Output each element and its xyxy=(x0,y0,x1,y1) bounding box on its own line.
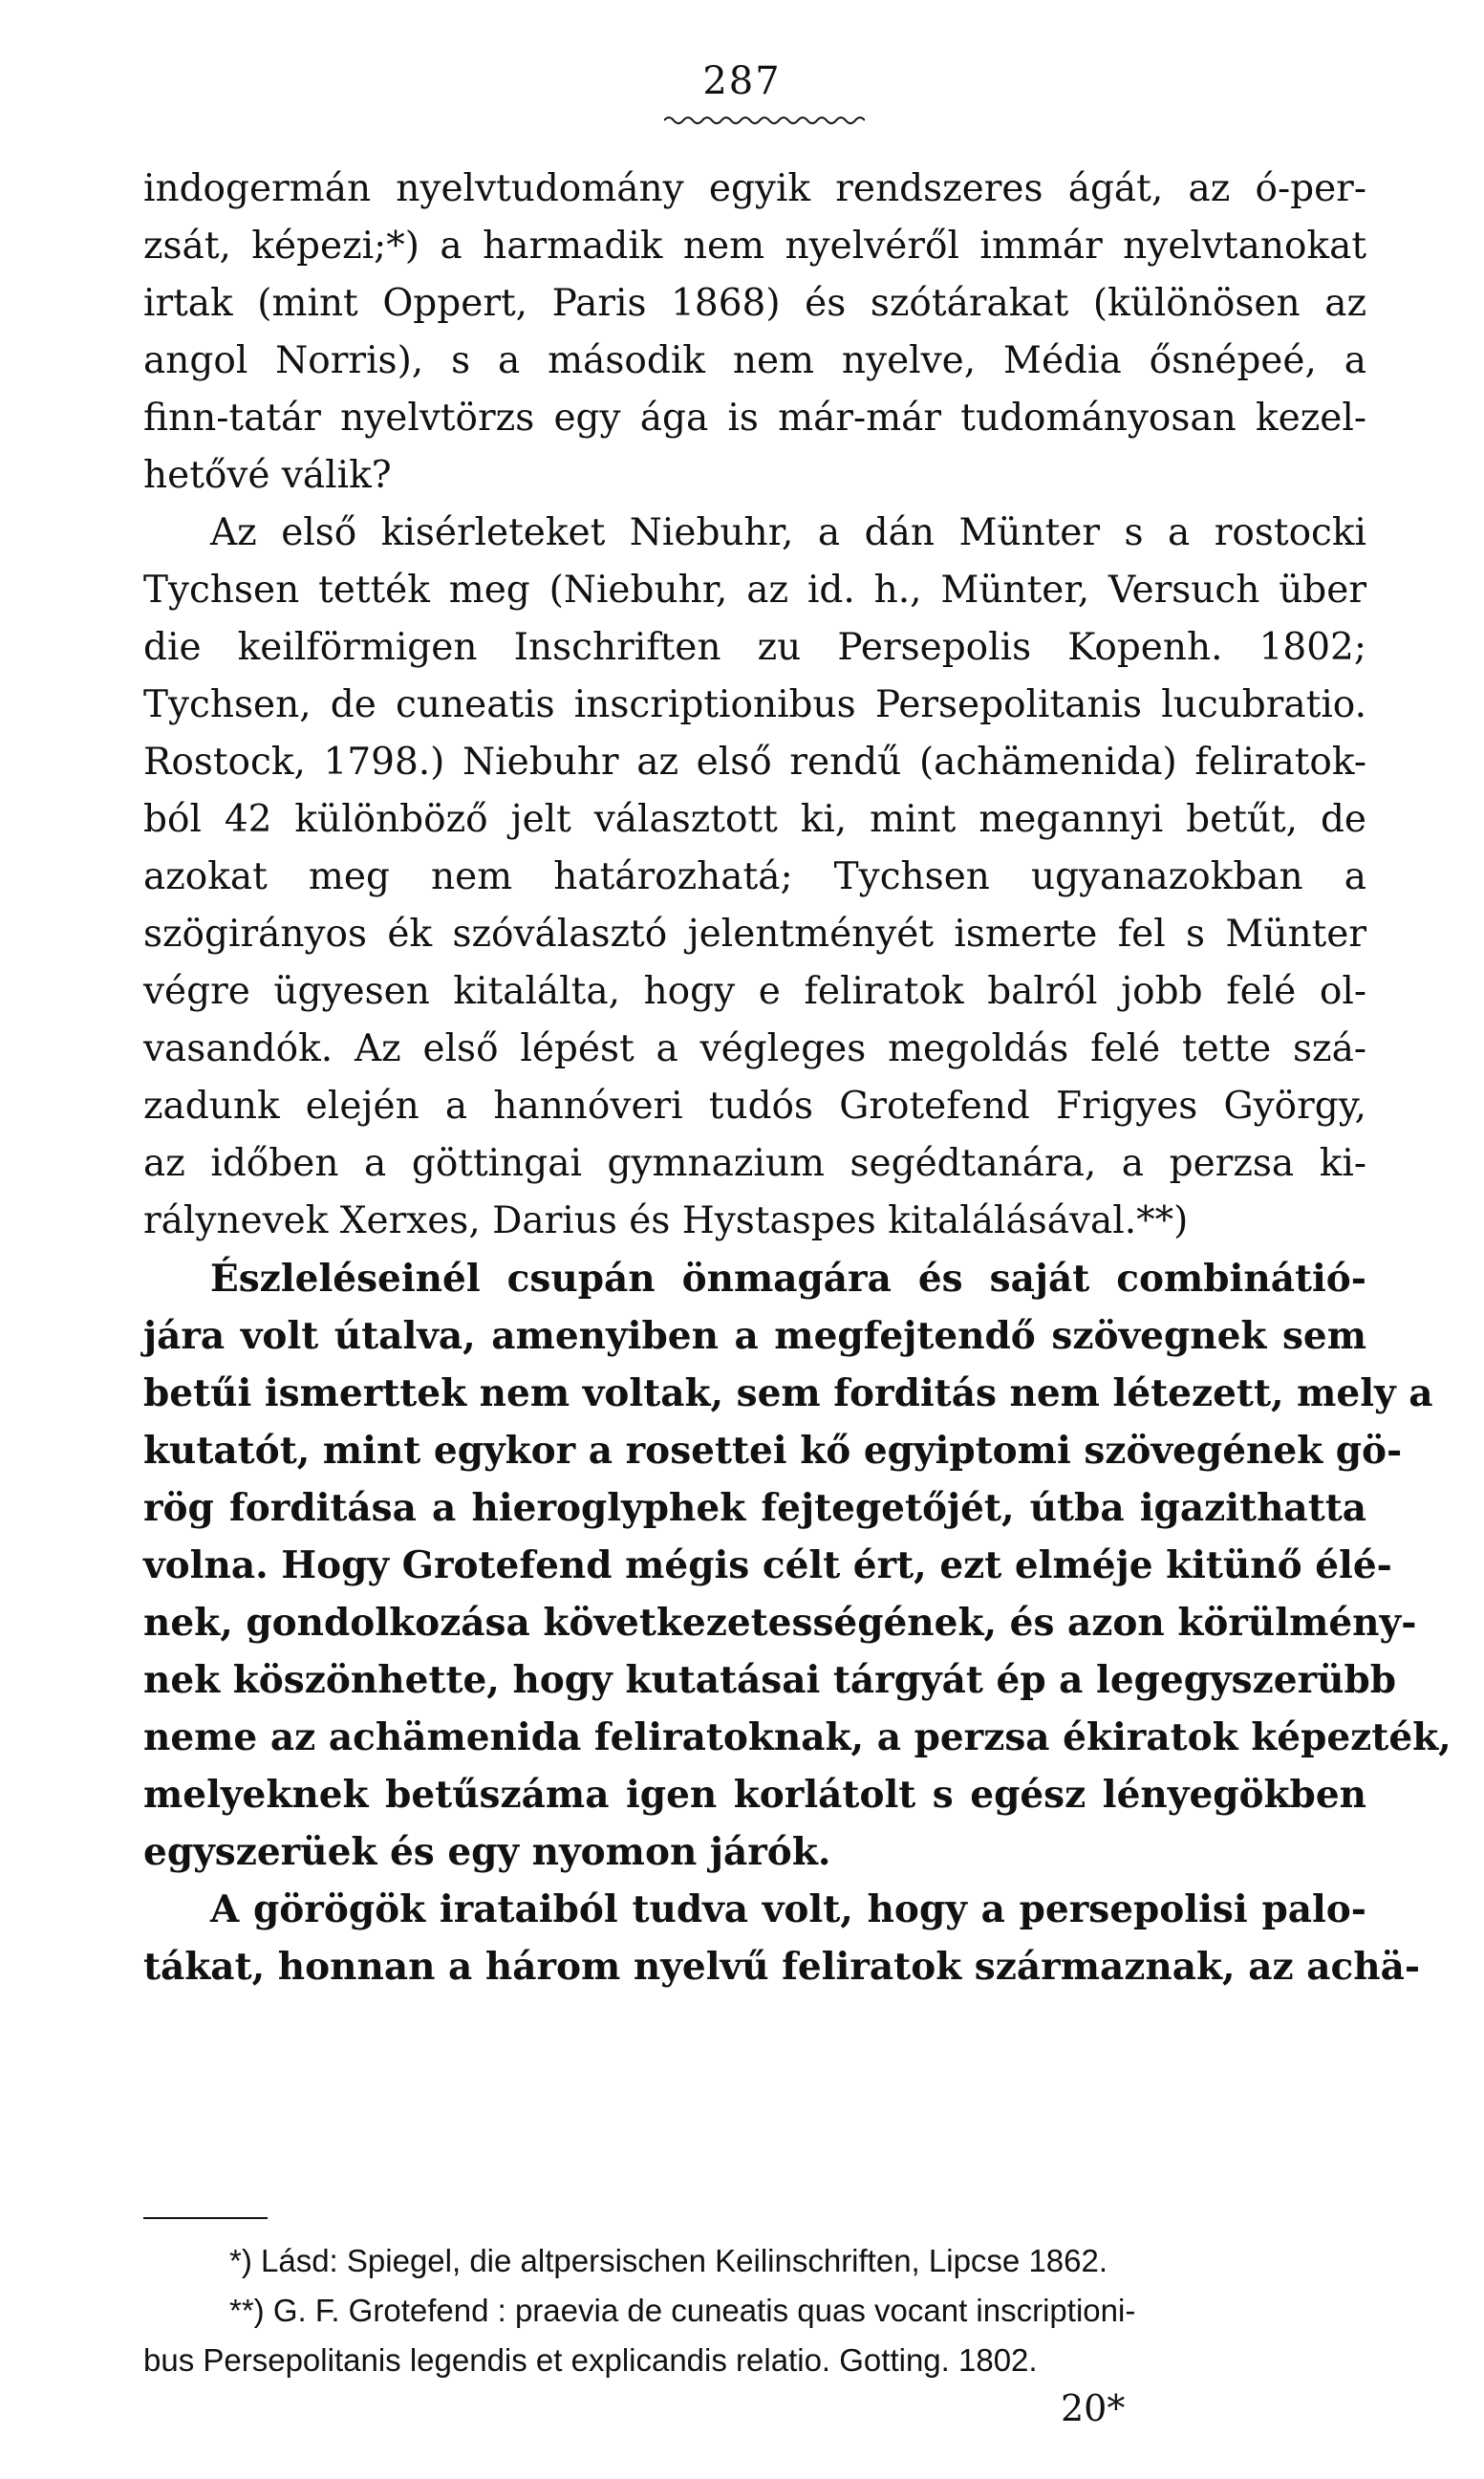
text-line: zadunk elején a hannóveri tudós Grotefend Frigyes György, xyxy=(143,1085,1366,1128)
footnote-line: bus Persepolitanis legendis et explicandis relatio. Gotting. 1802. xyxy=(143,2342,1038,2378)
text-line: kutatót, mint egykor a rosettei kő egyiptomi szövegének gö- xyxy=(143,1429,1403,1473)
text-line: egyszerüek és egy nyomon járók. xyxy=(143,1830,831,1874)
text-line: az időben a göttingai gymnazium segédtanára, a perzsa ki- xyxy=(143,1142,1366,1185)
footnote-separator xyxy=(143,2217,268,2219)
text-line: nek köszönhette, hogy kutatásai tárgyát ép a legegyszerübb xyxy=(143,1658,1397,1702)
text-line: vasandók. Az első lépést a végleges megoldás felé tette szá- xyxy=(143,1027,1366,1070)
text-line: Az első kisérleteket Niebuhr, a dán Münter s a rostocki xyxy=(210,511,1366,554)
text-line: Rostock, 1798.) Niebuhr az első rendű (achämenida) feliratok- xyxy=(143,741,1366,784)
text-line: Tychsen, de cuneatis inscriptionibus Persepolitanis lucubratio. xyxy=(143,683,1366,726)
text-line: zsát, képezi;*) a harmadik nem nyelvéről immár nyelvtanokat xyxy=(143,225,1366,268)
text-line: die keilförmigen Inschriften zu Persepolis Kopenh. 1802; xyxy=(143,626,1366,669)
text-line: betűi ismerttek nem voltak, sem forditás nem létezett, mely a xyxy=(143,1371,1433,1415)
text-line: melyeknek betűszáma igen korlátolt s egész lényegökben xyxy=(143,1773,1366,1817)
footnote-line: **) G. F. Grotefend : praevia de cuneatis quas vocant inscriptioni- xyxy=(229,2293,1136,2328)
body-text xyxy=(143,161,1452,1995)
text-line: tákat, honnan a három nyelvű feliratok származnak, az achä- xyxy=(143,1945,1421,1989)
text-line: neme az achämenida feliratoknak, a perzsa ékiratok képezték, xyxy=(143,1715,1452,1759)
text-line: hetővé válik? xyxy=(143,454,392,497)
text-line: A görögök irataiból tudva volt, hogy a persepolisi palo- xyxy=(210,1887,1366,1931)
text-line: irtak (mint Oppert, Paris 1868) és szótárakat (különösen az xyxy=(143,282,1366,325)
text-line: rög forditása a hieroglyphek fejtegetőjét, útba igazithatta xyxy=(143,1486,1366,1530)
text-line: azokat meg nem határozhatá; Tychsen ugyanazokban a xyxy=(143,855,1366,898)
paragraph xyxy=(143,161,1366,505)
text-line: végre ügyesen kitalálta, hogy e feliratok balról jobb felé ol- xyxy=(143,970,1366,1013)
text-line: jára volt útalva, amenyiben a megfejtendő szövegnek sem xyxy=(143,1314,1366,1358)
paragraph xyxy=(143,1250,1452,1881)
text-line: nek, gondolkozása következetességének, és azon körülmény- xyxy=(143,1601,1417,1645)
text-line: volna. Hogy Grotefend mégis célt ért, ezt elméje kitünő élé- xyxy=(143,1543,1392,1587)
text-line: angol Norris), s a második nem nyelve, Média ősnépeé, a xyxy=(143,339,1366,382)
text-line: Tychsen tették meg (Niebuhr, az id. h., Münter, Versuch über xyxy=(143,569,1366,612)
paragraph xyxy=(143,505,1366,1250)
printer-signature: 20* xyxy=(1061,2387,1126,2429)
page-number: 287 xyxy=(702,59,782,103)
text-line: szögirányos ék szóválasztó jelentményét ismerte fel s Münter xyxy=(143,913,1366,956)
text-line: Észleléseinél csupán önmagára és saját combinátió- xyxy=(210,1257,1366,1301)
paragraph xyxy=(143,1881,1421,1995)
text-line: rálynevek Xerxes, Darius és Hystaspes kitalálásával.**) xyxy=(143,1199,1189,1242)
text-line: finn-tatár nyelvtörzs egy ága is már-már tudományosan kezel- xyxy=(143,397,1366,440)
footnotes xyxy=(143,2236,1366,2385)
text-line: indogermán nyelvtudomány egyik rendszeres ágát, az ó-per- xyxy=(143,167,1366,210)
footnote-line: *) Lásd: Spiegel, die altpersischen Keilinschriften, Lipcse 1862. xyxy=(229,2243,1108,2278)
text-line: ból 42 különböző jelt választott ki, mint megannyi betűt, de xyxy=(143,798,1366,841)
page-number-ornament xyxy=(664,115,865,126)
